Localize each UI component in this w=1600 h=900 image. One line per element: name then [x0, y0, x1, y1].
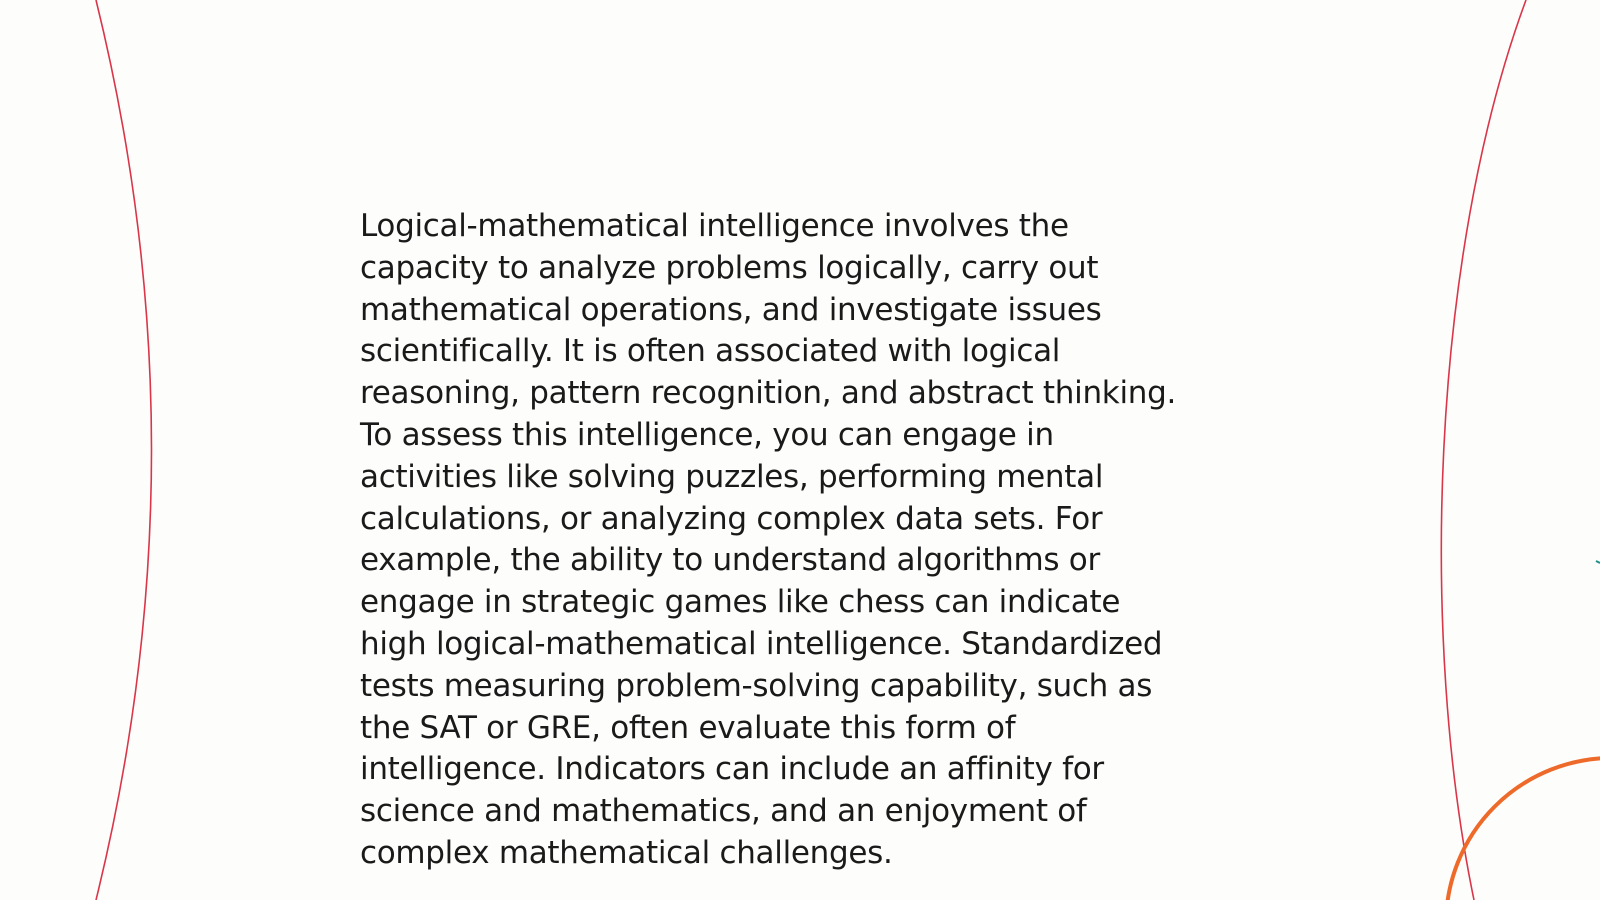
- text-line: reasoning, pattern recognition, and abstract thinking.: [360, 375, 1177, 412]
- text-line: the SAT or GRE, often evaluate this form of: [360, 709, 1016, 746]
- text-line: complex mathematical challenges.: [360, 834, 893, 871]
- text-line: science and mathematics, and an enjoyment of: [360, 793, 1087, 830]
- text-line: calculations, or analyzing complex data sets. For: [360, 500, 1103, 537]
- text-line: activities like solving puzzles, performing mental: [360, 458, 1104, 495]
- text-line: To assess this intelligence, you can engage in: [360, 416, 1054, 453]
- text-line: tests measuring problem-solving capability, such as: [360, 667, 1153, 704]
- text-line: scientifically. It is often associated with logical: [360, 333, 1061, 370]
- text-line: mathematical operations, and investigate issues: [360, 291, 1102, 328]
- teal-mark: [1596, 561, 1600, 563]
- right-red-arc: [1441, 0, 1526, 900]
- text-line: engage in strategic games like chess can indicate: [360, 584, 1121, 621]
- left-red-arc: [96, 0, 152, 900]
- text-line: capacity to analyze problems logically, carry out: [360, 249, 1099, 286]
- text-line: Logical-mathematical intelligence involves the: [360, 208, 1069, 244]
- text-line: intelligence. Indicators can include an affinity for: [360, 751, 1104, 788]
- text-line: example, the ability to understand algorithms or: [360, 542, 1100, 579]
- text-line: high logical-mathematical intelligence. Standardized: [360, 625, 1163, 662]
- body-paragraph: [360, 206, 1240, 875]
